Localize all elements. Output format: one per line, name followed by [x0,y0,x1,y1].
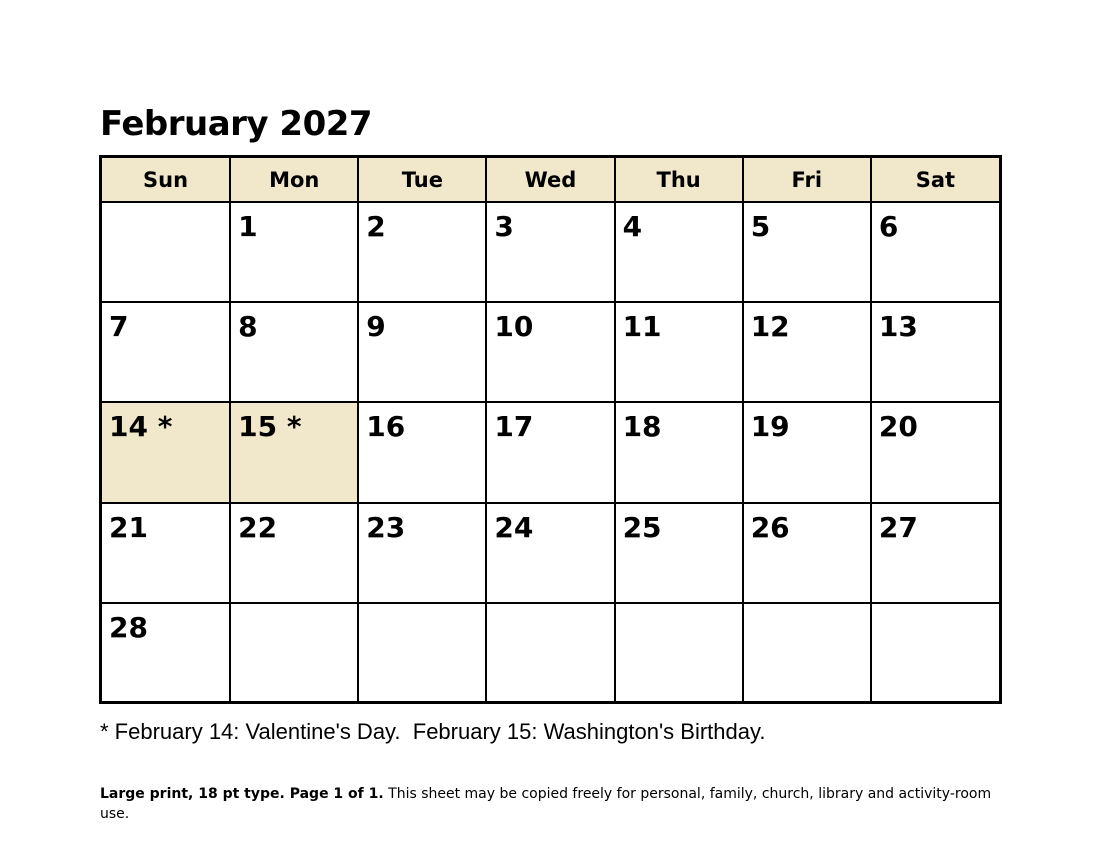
week-row [102,202,999,302]
day-cell [102,202,230,302]
calendar-grid [99,155,1002,704]
holiday-day-cell: 15 * [230,402,358,502]
day-cell: 23 [358,503,486,603]
day-cell: 11 [615,302,743,402]
day-cell [486,603,614,701]
day-cell [230,603,358,701]
day-cell: 7 [102,302,230,402]
weekday-header-sat: Sat [871,158,999,202]
day-cell: 1 [230,202,358,302]
footer-bold-text: Large print, 18 pt type. Page 1 of 1. [100,786,384,802]
day-cell: 27 [871,503,999,603]
day-cell: 21 [102,503,230,603]
day-cell: 26 [743,503,871,603]
day-cell: 25 [615,503,743,603]
day-cell: 17 [486,402,614,502]
weekday-header-tue: Tue [358,158,486,202]
weekday-header-mon: Mon [230,158,358,202]
day-cell: 3 [486,202,614,302]
page-title: February 2027 [100,104,373,144]
calendar-table [102,158,999,701]
week-row [102,302,999,402]
weekday-header-wed: Wed [486,158,614,202]
day-cell: 10 [486,302,614,402]
weekday-header-row [102,158,999,202]
day-cell: 20 [871,402,999,502]
holiday-note: * February 14: Valentine's Day. February 15: Washington's Birthday. [100,719,766,744]
day-cell [871,603,999,701]
day-cell [743,603,871,701]
day-cell: 22 [230,503,358,603]
weekday-header-sun: Sun [102,158,230,202]
day-cell: 16 [358,402,486,502]
day-cell: 4 [615,202,743,302]
footer-note [100,784,1010,824]
footer-text: This sheet may be copied freely for personal, family, church, library and activity-room use. [100,786,992,822]
day-cell: 28 [102,603,230,701]
day-cell: 12 [743,302,871,402]
week-row [102,603,999,701]
day-cell [615,603,743,701]
day-cell: 13 [871,302,999,402]
day-cell [358,603,486,701]
day-cell: 18 [615,402,743,502]
weekday-header-thu: Thu [615,158,743,202]
day-cell: 2 [358,202,486,302]
day-cell: 6 [871,202,999,302]
day-cell: 24 [486,503,614,603]
week-row [102,503,999,603]
holiday-day-cell: 14 * [102,402,230,502]
week-row [102,402,999,502]
day-cell: 19 [743,402,871,502]
day-cell: 5 [743,202,871,302]
day-cell: 8 [230,302,358,402]
weekday-header-fri: Fri [743,158,871,202]
day-cell: 9 [358,302,486,402]
